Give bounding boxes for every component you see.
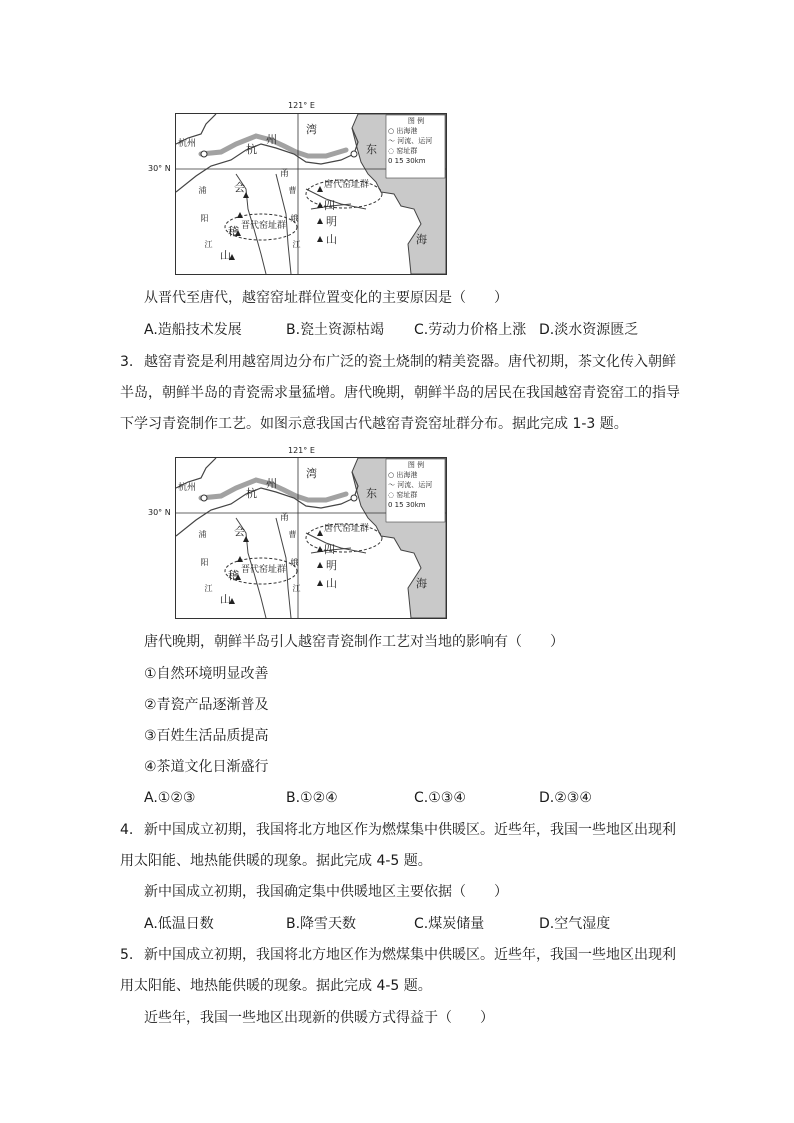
q4-number: 4.: [120, 822, 134, 838]
q4-option-b[interactable]: B.降雪天数: [286, 916, 357, 932]
map1-legend: [388, 116, 444, 174]
map2-label-ming: 明: [326, 559, 337, 572]
map1-label-river-a: 浦: [198, 186, 207, 194]
legend-port: ○ 出海港: [388, 127, 418, 135]
q2-option-a[interactable]: A.造船技术发展: [144, 322, 242, 338]
legend-port-label: 出海港: [396, 127, 418, 135]
q4-option-a[interactable]: A.低温日数: [144, 916, 214, 932]
legend-title: 图 例: [407, 117, 425, 125]
map2-label-river-e: 娥: [290, 558, 299, 566]
map1-label-jin-kiln: 晋代窑址群: [241, 221, 287, 231]
legend-kiln: ◌ 窑址群: [388, 491, 418, 499]
legend-river-label: 河流、运河: [397, 481, 433, 489]
legend-scale: 0 15 30km: [388, 501, 426, 509]
q3-stem: 唐代晚期，朝鲜半岛引人越窑青瓷制作工艺对当地的影响有（ ）: [144, 634, 564, 650]
q3-text-line1: 越窑青瓷是利用越窑周边分布广泛的瓷土烧制的精美瓷器。唐代初期，茶文化传入朝鲜: [144, 354, 676, 370]
map2-legend: [388, 460, 444, 518]
map2-label-tang-kiln: 唐代窑址群: [324, 524, 370, 534]
q3-option-c[interactable]: C.①③④: [414, 790, 466, 806]
q4-text-line2: 用太阳能、地热能供暖的现象。据此完成 4-5 题。: [120, 853, 432, 869]
legend-river: 〜 河流、运河: [388, 137, 433, 145]
q3-number: 3.: [120, 354, 134, 370]
map2-label-wan: 湾: [306, 467, 317, 480]
map1-label-dong: 东: [366, 143, 377, 156]
map2-label-shan1: 山: [220, 593, 231, 606]
map1-label-river-d: 曹: [288, 186, 297, 194]
map1-label-river-c: 江: [204, 240, 213, 248]
q3-option-d[interactable]: D.②③④: [539, 790, 592, 806]
map1-label-river-f: 江: [292, 240, 301, 248]
legend-kiln-label: 窑址群: [396, 491, 418, 499]
q5-stem: 近些年，我国一些地区出现新的供暖方式得益于（ ）: [144, 1010, 494, 1026]
q4-stem: 新中国成立初期，我国确定集中供暖地区主要依据（ ）: [144, 884, 508, 900]
map1-label-hui: 会: [234, 181, 245, 194]
legend-kiln-label: 窑址群: [396, 147, 418, 155]
map2-label-dong: 东: [366, 487, 377, 500]
map2-label-jin-kiln: 晋代窑址群: [241, 565, 287, 575]
q5-text-line1: 新中国成立初期，我国将北方地区作为燃煤集中供暖区。近些年，我国一些地区出现利: [144, 947, 676, 963]
map2-label-river-c: 江: [204, 584, 213, 592]
map1-label-river-b: 阳: [200, 214, 209, 222]
map-figure-2: [175, 457, 447, 619]
legend-scale: 0 15 30km: [388, 157, 426, 165]
map1-label-shan1: 山: [220, 249, 231, 262]
map2-latitude-label: 30° N: [148, 508, 171, 517]
q4-option-d[interactable]: D.空气湿度: [539, 916, 611, 932]
q3-item-2: ②青瓷产品逐渐普及: [144, 697, 269, 713]
map2-label-zhou: 州: [266, 477, 277, 490]
q2-option-d[interactable]: D.淡水资源匮乏: [539, 322, 639, 338]
map1-longitude-label: 121° E: [288, 101, 315, 110]
map1-label-tang-kiln: 唐代窑址群: [324, 180, 370, 190]
map1-label-si: 四: [324, 199, 335, 212]
map2-label-hai: 海: [416, 577, 427, 590]
map1-label-wan: 湾: [306, 123, 317, 136]
map2-label-si: 四: [324, 543, 335, 556]
q3-option-a[interactable]: A.①②③: [144, 790, 196, 806]
map2-label-shan2: 山: [326, 577, 337, 590]
map2-label-hangzhou: 杭州: [178, 483, 197, 493]
legend-title: 图 例: [407, 461, 425, 469]
map2-longitude-label: 121° E: [288, 446, 315, 455]
legend-port: ○ 出海港: [388, 471, 418, 479]
legend-river-label: 河流、运河: [397, 137, 433, 145]
map1-label-shan2: 山: [326, 233, 337, 246]
q4-option-c[interactable]: C.煤炭储量: [414, 916, 485, 932]
map2-label-river-g: 甬: [280, 513, 290, 523]
q3-item-4: ④茶道文化日渐盛行: [144, 759, 269, 775]
q2-option-b[interactable]: B.瓷土资源枯竭: [286, 322, 385, 338]
map2-label-river-a: 浦: [198, 530, 207, 538]
map2-label-hang: 杭: [246, 487, 257, 500]
map2-label-ji: 稽: [228, 569, 239, 582]
map1-latitude-label: 30° N: [148, 164, 171, 173]
map2-label-river-b: 阳: [200, 558, 209, 566]
map1-label-ji: 稽: [228, 225, 239, 238]
q5-text-line2: 用太阳能、地热能供暖的现象。据此完成 4-5 题。: [120, 978, 432, 994]
q4-text-line1: 新中国成立初期，我国将北方地区作为燃煤集中供暖区。近些年，我国一些地区出现利: [144, 822, 676, 838]
map1-label-river-e: 娥: [290, 214, 299, 222]
map1-label-river-g: 甬: [280, 169, 290, 179]
map1-label-hai: 海: [416, 233, 427, 246]
map2-label-river-d: 曹: [288, 530, 297, 538]
map1-label-ming: 明: [326, 215, 337, 228]
q2-option-c[interactable]: C.劳动力价格上涨: [414, 322, 527, 338]
q3-text-line3: 下学习青瓷制作工艺。如图示意我国古代越窑青瓷窑址群分布。据此完成 1-3 题。: [120, 416, 628, 432]
q2-stem: 从晋代至唐代，越窑窑址群位置变化的主要原因是（ ）: [144, 290, 508, 306]
q3-text-line2: 半岛，朝鲜半岛的青瓷需求量猛增。唐代晚期，朝鲜半岛的居民在我国越窑青瓷窑工的指导: [120, 385, 680, 401]
q3-option-b[interactable]: B.①②④: [286, 790, 338, 806]
q3-item-1: ①自然环境明显改善: [144, 666, 269, 682]
map-figure-1: [175, 113, 447, 275]
map2-label-hui: 会: [234, 525, 245, 538]
q5-number: 5.: [120, 947, 134, 963]
map1-label-hang: 杭: [246, 143, 257, 156]
legend-river: 〜 河流、运河: [388, 481, 433, 489]
map1-label-zhou: 州: [266, 133, 277, 146]
map1-label-hangzhou: 杭州: [178, 139, 197, 149]
legend-kiln: ◌ 窑址群: [388, 147, 418, 155]
legend-port-label: 出海港: [396, 471, 418, 479]
q3-item-3: ③百姓生活品质提高: [144, 728, 269, 744]
map2-label-river-f: 江: [292, 584, 301, 592]
